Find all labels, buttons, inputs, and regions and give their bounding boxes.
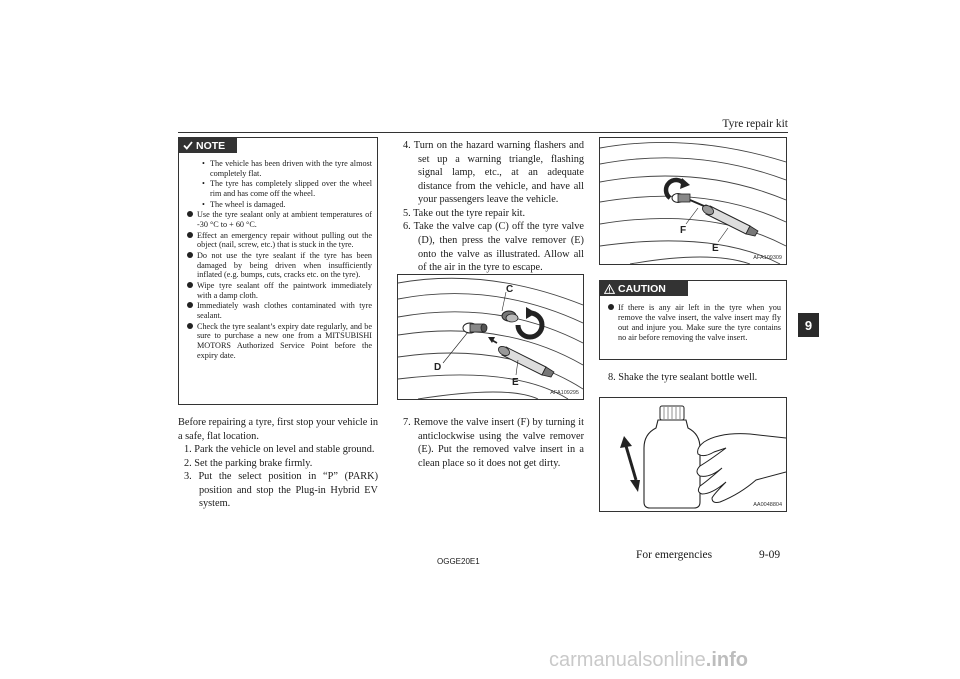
- caution-header: [600, 281, 688, 296]
- step-2: 2. Set the parking brake firmly.: [184, 457, 313, 469]
- note-box: [178, 137, 378, 405]
- note-sub-item: • The tyre has completely slipped over the wheel rim and has come off the wheel.: [202, 179, 372, 198]
- page-number: 9-09: [759, 549, 781, 561]
- step-5: 5. Take out the tyre repair kit.: [403, 207, 526, 219]
- bullet-dot-icon: [187, 282, 193, 288]
- valve-cap-illustration: [398, 275, 583, 399]
- footer-section: For emergencies: [636, 549, 713, 561]
- step-6: 6. Take the valve cap (C) off the tyre valve (D), then press the valve remover (E) onto the valve as illustrated. Allow all of the air in the tyre to escape.: [403, 221, 584, 274]
- valve-insert-illustration: [600, 138, 786, 264]
- shake-bottle-illustration: [600, 398, 786, 511]
- hand-icon: [697, 434, 786, 503]
- sealant-bottle-icon: [644, 406, 700, 508]
- note-sub-item: • The vehicle has been driven with the tyre almost completely flat.: [202, 159, 372, 178]
- figure-code: AA0048804: [753, 502, 782, 508]
- chapter-tab: 9: [798, 313, 819, 337]
- label-d: D: [434, 362, 442, 373]
- note-header: [179, 138, 237, 153]
- watermark: carmanualsonline.info: [549, 649, 748, 671]
- note-sub-item: • The wheel is damaged.: [202, 200, 372, 210]
- label-f: F: [680, 225, 687, 236]
- figure-shake-bottle: [599, 397, 787, 512]
- step-7: 7. Remove the valve insert (F) by turning it anticlockwise using the valve remover (E). Put the removed valve insert in a clean place so it does not get dirty.: [403, 417, 584, 469]
- bullet-dot-icon: [187, 211, 193, 217]
- caution-bullet: [608, 303, 781, 342]
- note-bullet: Wipe tyre sealant off the paintwork immediately with a damp cloth.: [187, 281, 372, 300]
- caution-box: [599, 280, 787, 360]
- footer-code: OGGE20E1: [437, 557, 480, 566]
- note-bullet: Immediately wash clothes contaminated with tyre sealant.: [187, 301, 372, 320]
- label-c: C: [506, 284, 514, 295]
- note-label: NOTE: [196, 139, 226, 152]
- note-bullet: Use the tyre sealant only at ambient temperatures of -30 °C to + 60 °C.: [187, 210, 372, 229]
- bullet-dot-icon: [187, 252, 193, 258]
- step-4: 4. Turn on the hazard warning flashers and set up a warning triangle, flashing signal lamp, etc., at an adequate distance from the vehicle, and have all your passengers leave the vehicle.: [403, 140, 584, 206]
- bullet-dot-icon: [608, 304, 614, 310]
- column-2-text: [397, 139, 584, 275]
- caution-label: CAUTION: [618, 282, 666, 295]
- valve-remover-icon: [497, 345, 554, 377]
- column-2-lower-text: [397, 416, 584, 470]
- step-3: 3. Put the select position in “P” (PARK) position and stop the Plug-in Hybrid EV system.: [184, 471, 378, 510]
- note-body: [187, 159, 372, 361]
- note-bullet: Do not use the tyre sealant if the tyre has been damaged by being driven when insufficiently inflated (e.g. bumps, cuts, cracks etc. on the tyre).: [187, 251, 372, 280]
- valve-cap-icon: [502, 311, 518, 322]
- note-check-icon: [183, 141, 193, 150]
- figure-code: AFA109309: [753, 255, 782, 261]
- warning-triangle-icon: [604, 284, 615, 294]
- column-3-text: [602, 371, 788, 385]
- figure-valve-cap: [397, 274, 584, 400]
- shake-arrow-icon: [620, 436, 640, 492]
- intro-paragraph: Before repairing a tyre, first stop your vehicle in a safe, flat location.: [178, 417, 378, 442]
- tyre-valve-icon: [672, 194, 690, 203]
- tyre-valve-icon: [463, 323, 487, 333]
- note-bullet: Effect an emergency repair without pulling out the object (nail, screw, etc.) that is stuck in the tyre.: [187, 231, 372, 250]
- label-e: E: [512, 377, 519, 388]
- running-header: Tyre repair kit: [722, 118, 788, 130]
- figure-code: AFA109295: [550, 390, 579, 396]
- step-8: 8. Shake the tyre sealant bottle well.: [608, 372, 758, 383]
- header-rule: [178, 132, 788, 133]
- bullet-dot-icon: [187, 302, 193, 308]
- step-1: 1. Park the vehicle on level and stable ground.: [184, 444, 375, 456]
- bullet-dot-icon: [187, 323, 193, 329]
- bullet-dot-icon: [187, 232, 193, 238]
- column-1-text: [178, 416, 378, 511]
- caution-text: If there is any air left in the tyre when you remove the valve insert, the valve insert may fly out and injure you. Make sure the tyre contains no air before removing the valve insert.: [618, 303, 781, 342]
- note-bullet: Check the tyre sealant’s expiry date regularly, and be sure to purchase a new one from a MITSUBISHI MOTORS Authorized Service Point before the expiry date.: [187, 322, 372, 361]
- label-e: E: [712, 243, 719, 254]
- figure-valve-insert: [599, 137, 787, 265]
- rotate-arrow-icon: [518, 313, 542, 337]
